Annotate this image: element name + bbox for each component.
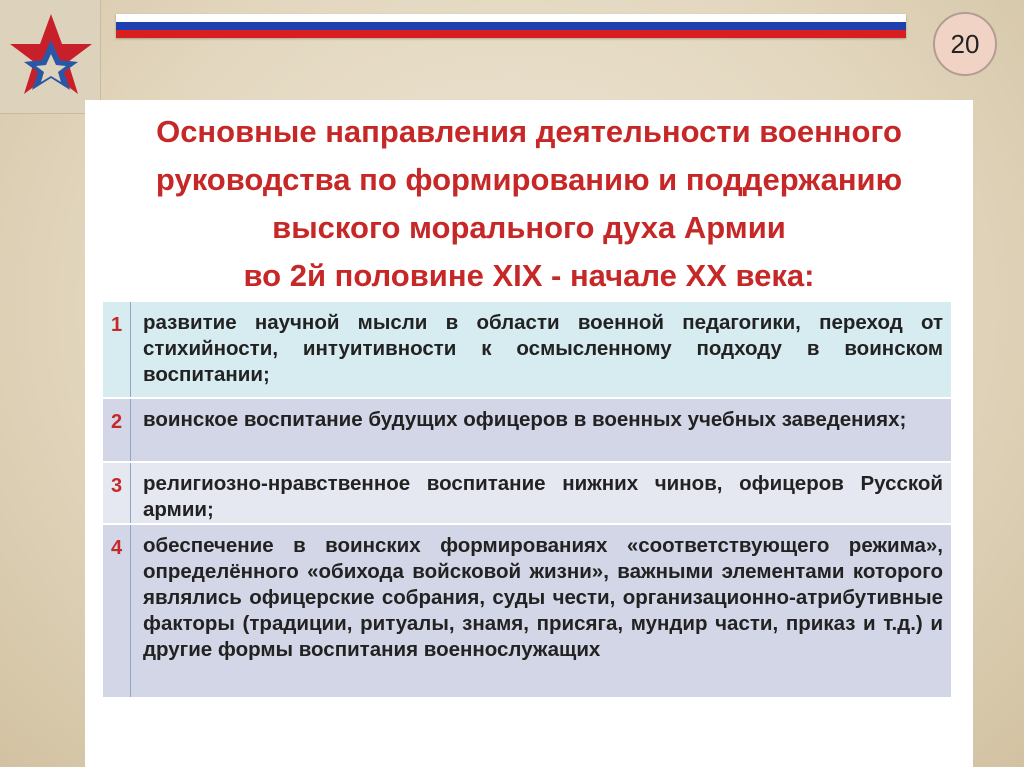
table-row: [103, 523, 951, 697]
row-number: 3: [103, 463, 131, 523]
title-line-1: Основные направления деятельности военного: [156, 114, 902, 149]
army-logo: [0, 0, 101, 114]
table-row: [103, 397, 951, 461]
content-panel: [85, 100, 973, 767]
row-number: 4: [103, 525, 131, 697]
title-line-4: во 2й половине XIX - начале XX века:: [243, 258, 815, 293]
russian-flag-stripe: [116, 14, 906, 38]
red-star-emblem-icon: [8, 10, 94, 102]
row-number: 2: [103, 399, 131, 461]
title-line-3: выского морального духа Армии: [272, 210, 786, 245]
row-number: 1: [103, 302, 131, 397]
row-text: воинское воспитание будущих офицеров в военных учебных заведениях;: [143, 408, 907, 431]
row-text: обеспечение в воинских формированиях «соответствующего режима», определённого «обихода войсковой жизни», важными элементами которого являлись офицерские собрания, суды чести, организационно-атрибутивные факторы (традиции, ритуалы, знамя, присяга, мундир части, приказ и т.д.) и другие формы воспитания военнослужащих: [143, 534, 943, 661]
row-text: религиозно-нравственное воспитание нижних чинов, офицеров Русской армии;: [143, 472, 943, 521]
slide-title: [85, 108, 973, 300]
row-text: развитие научной мысли в области военной педагогики, переход от стихийности, интуитивности к осмысленному подходу в воинском воспитании;: [143, 311, 943, 386]
page-number-badge: 20: [933, 12, 997, 76]
table-row: [103, 461, 951, 523]
table-row: [103, 300, 951, 397]
title-line-2: руководства по формированию и поддержанию: [155, 162, 903, 197]
